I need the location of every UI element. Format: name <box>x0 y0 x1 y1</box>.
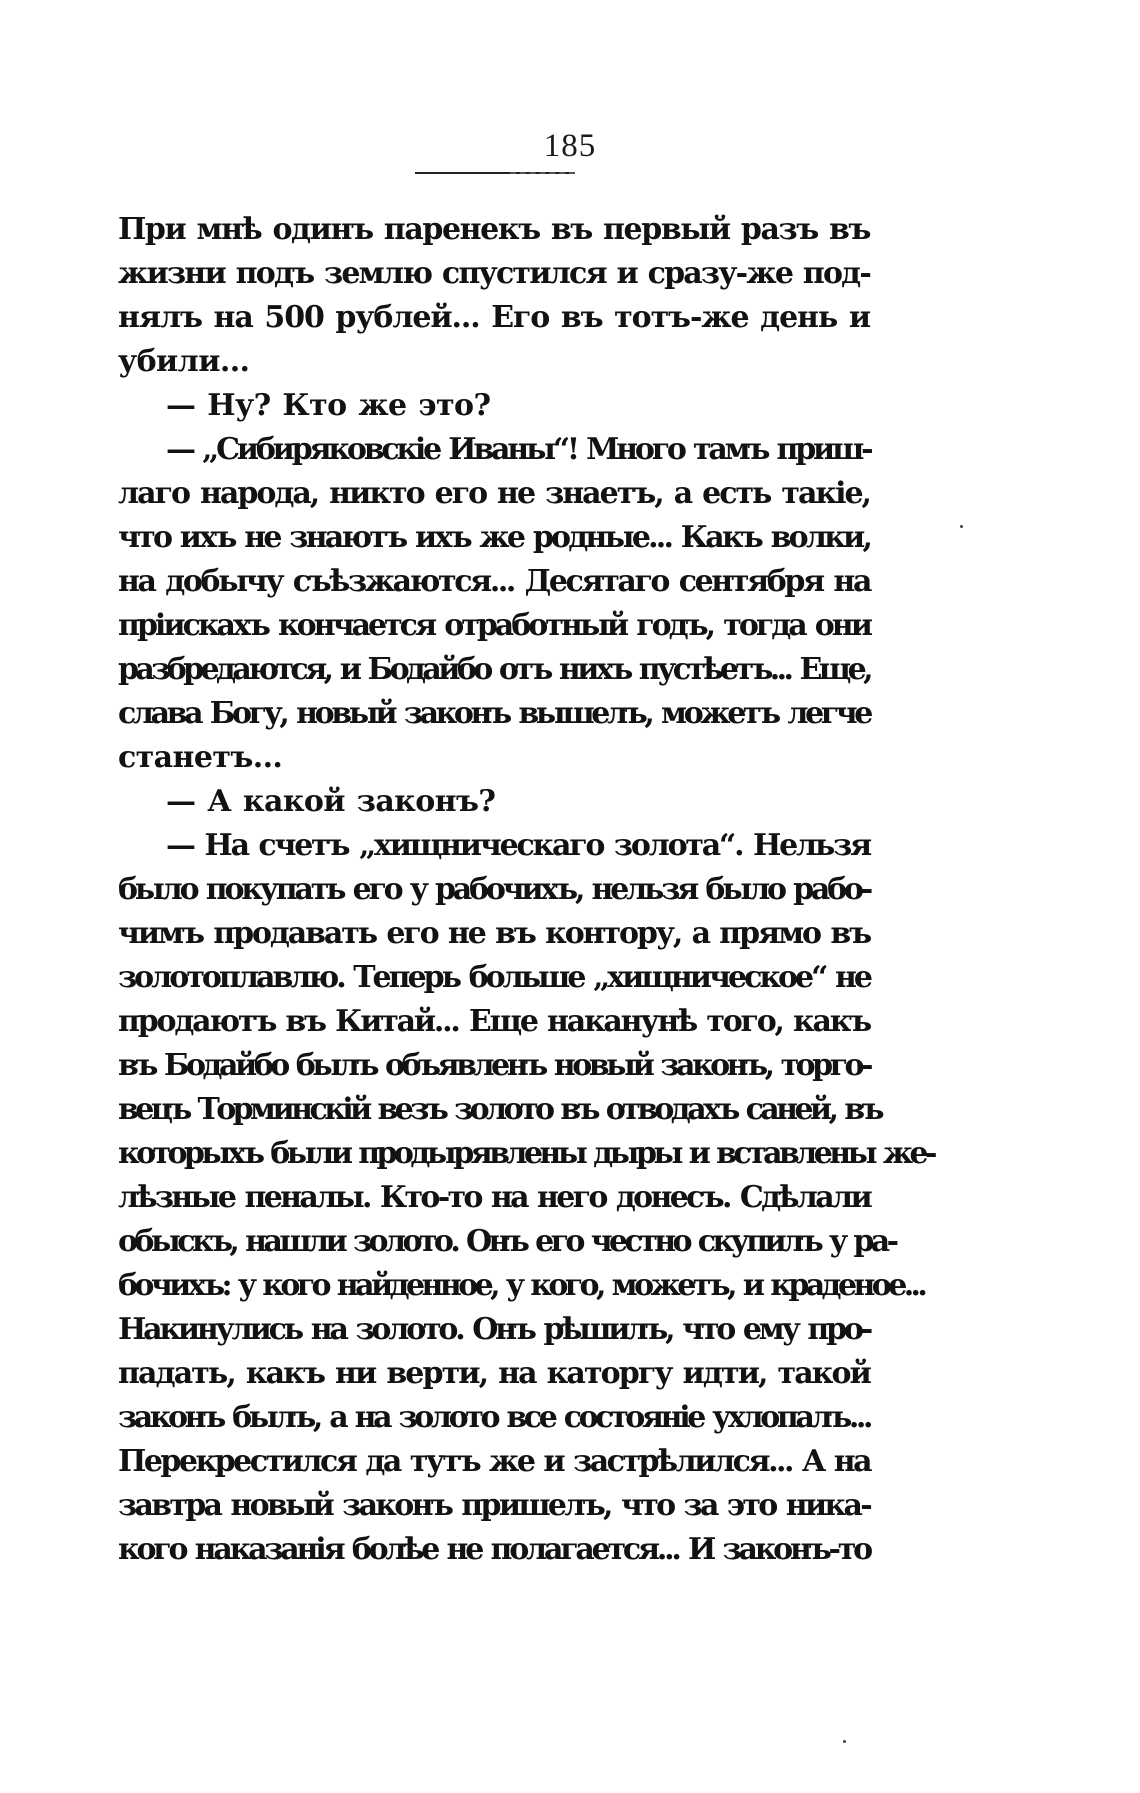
text-line: чимъ продавать его не въ контору, а прямо въ <box>118 916 870 951</box>
text-line: пріискахъ кончается отработный годъ, тогда они <box>118 608 870 643</box>
text-line: разбредаются, и Бодайбо отъ нихъ пустѣетъ... Еще, <box>118 652 870 687</box>
text-line: Накинулись на золото. Онъ рѣшилъ, что ему про- <box>118 1312 870 1347</box>
text-line: слава Богу, новый законъ вышелъ, можетъ легче <box>118 696 870 731</box>
text-line: Перекрестился да тутъ же и застрѣлился... А на <box>118 1444 871 1479</box>
text-line: на добычу съѣзжаются... Десятаго сентября на <box>118 564 870 599</box>
page-number: 185 <box>543 128 597 164</box>
header-rule <box>415 172 575 174</box>
text-line: — „Сибиряковскіе Иваны“! Много тамъ приш- <box>166 432 871 467</box>
text-line: лаго народа, никто его не знаетъ, а есть такіе, <box>118 476 870 511</box>
text-line: лѣзные пеналы. Кто-то на него донесъ. Сдѣлали <box>118 1180 870 1215</box>
text-line: что ихъ не знаютъ ихъ же родные... Какъ волки, <box>118 520 871 555</box>
text-line: нялъ на 500 рублей... Его въ тотъ-же день и <box>118 300 870 335</box>
text-line: жизни подъ землю спустился и сразу-же под- <box>118 256 870 291</box>
print-speck <box>960 525 963 528</box>
text-line: падать, какъ ни верти, на каторгу идти, такой <box>118 1356 870 1391</box>
text-line: вецъ Торминскій везъ золото въ отводахъ саней, въ <box>118 1092 881 1127</box>
text-line: законъ былъ, а на золото все состояніе ухлопалъ... <box>118 1400 870 1435</box>
text-line: которыхъ были продырявлены дыры и вставлены же- <box>118 1136 934 1171</box>
text-line: завтра новый законъ пришелъ, что за это ника- <box>118 1488 870 1523</box>
text-line: — Ну? Кто же это? <box>166 388 491 423</box>
print-speck <box>843 1740 846 1743</box>
text-line: бочихъ: у кого найденное, у кого, можетъ, и краденое... <box>118 1268 925 1303</box>
text-line: обыскъ, нашли золото. Онъ его честно скупилъ у ра- <box>118 1224 896 1259</box>
text-line: — На счетъ „хищническаго золота“. Нельзя <box>166 828 870 863</box>
text-line: въ Бодайбо былъ объявленъ новый законъ, торго- <box>118 1048 870 1083</box>
text-line: убили... <box>118 344 250 379</box>
text-line: — А какой законъ? <box>166 784 496 819</box>
text-line: При мнѣ одинъ паренекъ въ первый разъ въ <box>118 212 870 247</box>
text-line: кого наказанія болѣе не полагается... И законъ-то <box>118 1532 870 1567</box>
body-text <box>118 208 934 1572</box>
text-line: было покупать его у рабочихъ, нельзя было рабо- <box>118 872 870 907</box>
text-line: продаютъ въ Китай... Еще наканунѣ того, какъ <box>118 1004 870 1039</box>
text-line: станетъ... <box>118 740 283 775</box>
text-line: золотоплавлю. Теперь больше „хищническое“ не <box>118 960 870 995</box>
